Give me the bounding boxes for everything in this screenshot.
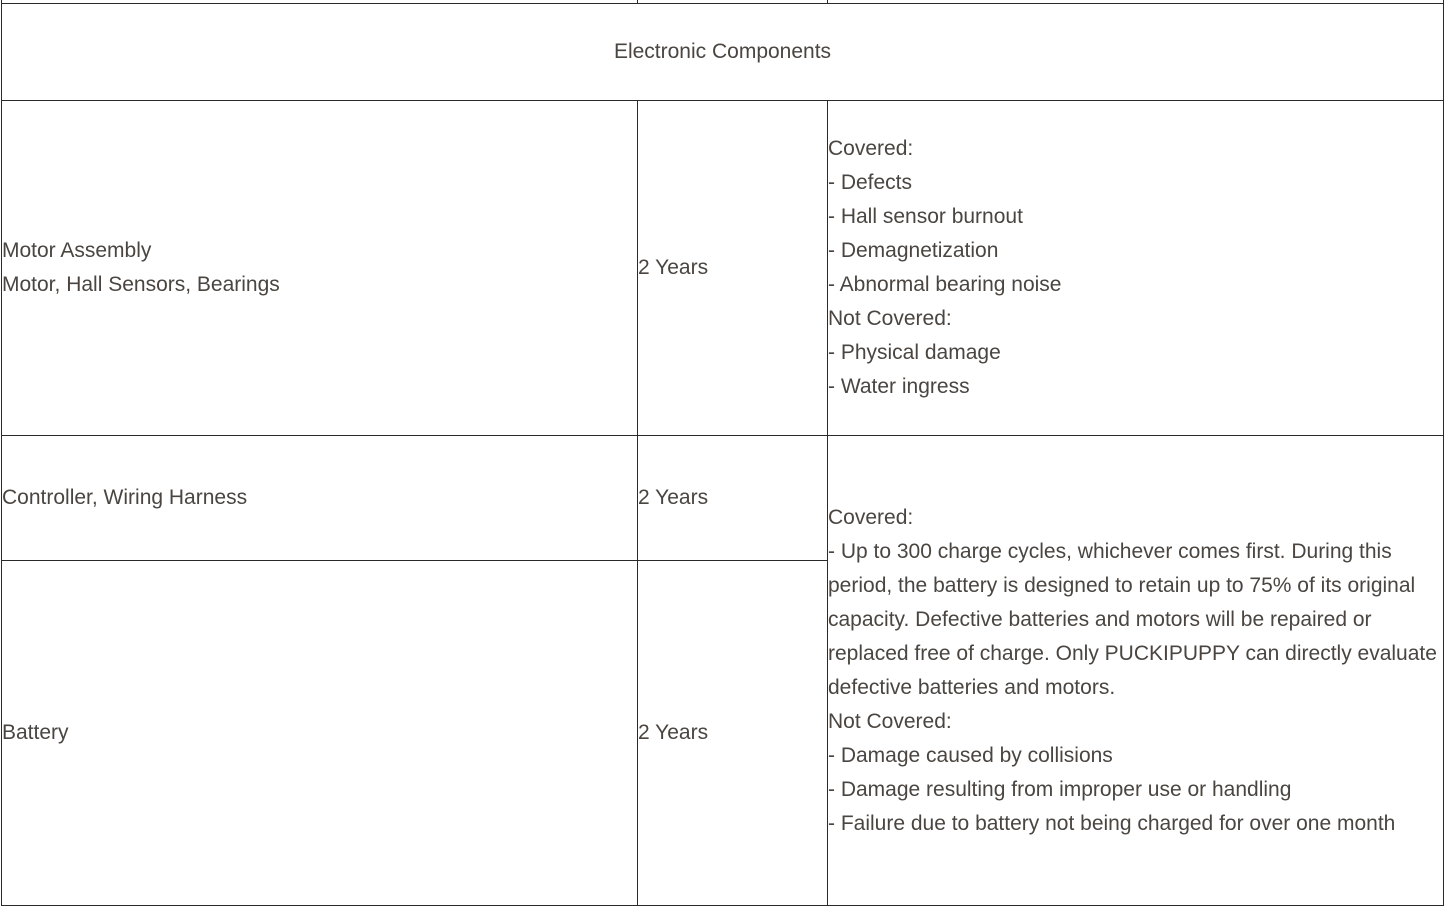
covered-item: - Defects [828, 171, 913, 194]
coverage-cell [828, 436, 1444, 906]
covered-item: - Demagnetization [828, 239, 999, 262]
not-covered-item: - Damage resulting from improper use or handling [828, 777, 1292, 801]
table-row [2, 436, 1444, 561]
table-row [2, 101, 1444, 436]
covered-text: - Up to 300 charge cycles, whichever comes first. During this period, the battery is designed to retain up to 75% of its original capacity. Defective batteries and motors will be repaired or replaced free of charge. Only PUCKIPUPPY can directly evaluate defective batteries and motors. [828, 539, 1437, 699]
covered-item: - Abnormal bearing noise [828, 273, 1062, 296]
warranty-period: 2 Years [638, 561, 828, 906]
component-name: Controller, Wiring Harness [2, 436, 638, 561]
warranty-table [1, 0, 1444, 906]
not-covered-item: - Damage caused by collisions [828, 743, 1113, 767]
not-covered-item: - Failure due to battery not being charged for over one month [828, 811, 1396, 835]
section-header-row [2, 4, 1444, 101]
warranty-period: 2 Years [638, 101, 828, 436]
component-cell [2, 101, 638, 436]
not-covered-label: Not Covered: [828, 709, 952, 733]
covered-label: Covered: [828, 505, 914, 529]
section-title: Electronic Components [2, 4, 1444, 101]
covered-label: Covered: [828, 137, 914, 160]
not-covered-item: - Water ingress [828, 375, 970, 398]
covered-item: - Hall sensor burnout [828, 205, 1023, 228]
component-name: Motor Assembly [2, 239, 152, 262]
warranty-period: 2 Years [638, 436, 828, 561]
component-name: Battery [2, 561, 638, 906]
coverage-cell [828, 101, 1444, 436]
not-covered-item: - Physical damage [828, 341, 1001, 364]
component-parts: Motor, Hall Sensors, Bearings [2, 273, 280, 296]
not-covered-label: Not Covered: [828, 307, 952, 330]
